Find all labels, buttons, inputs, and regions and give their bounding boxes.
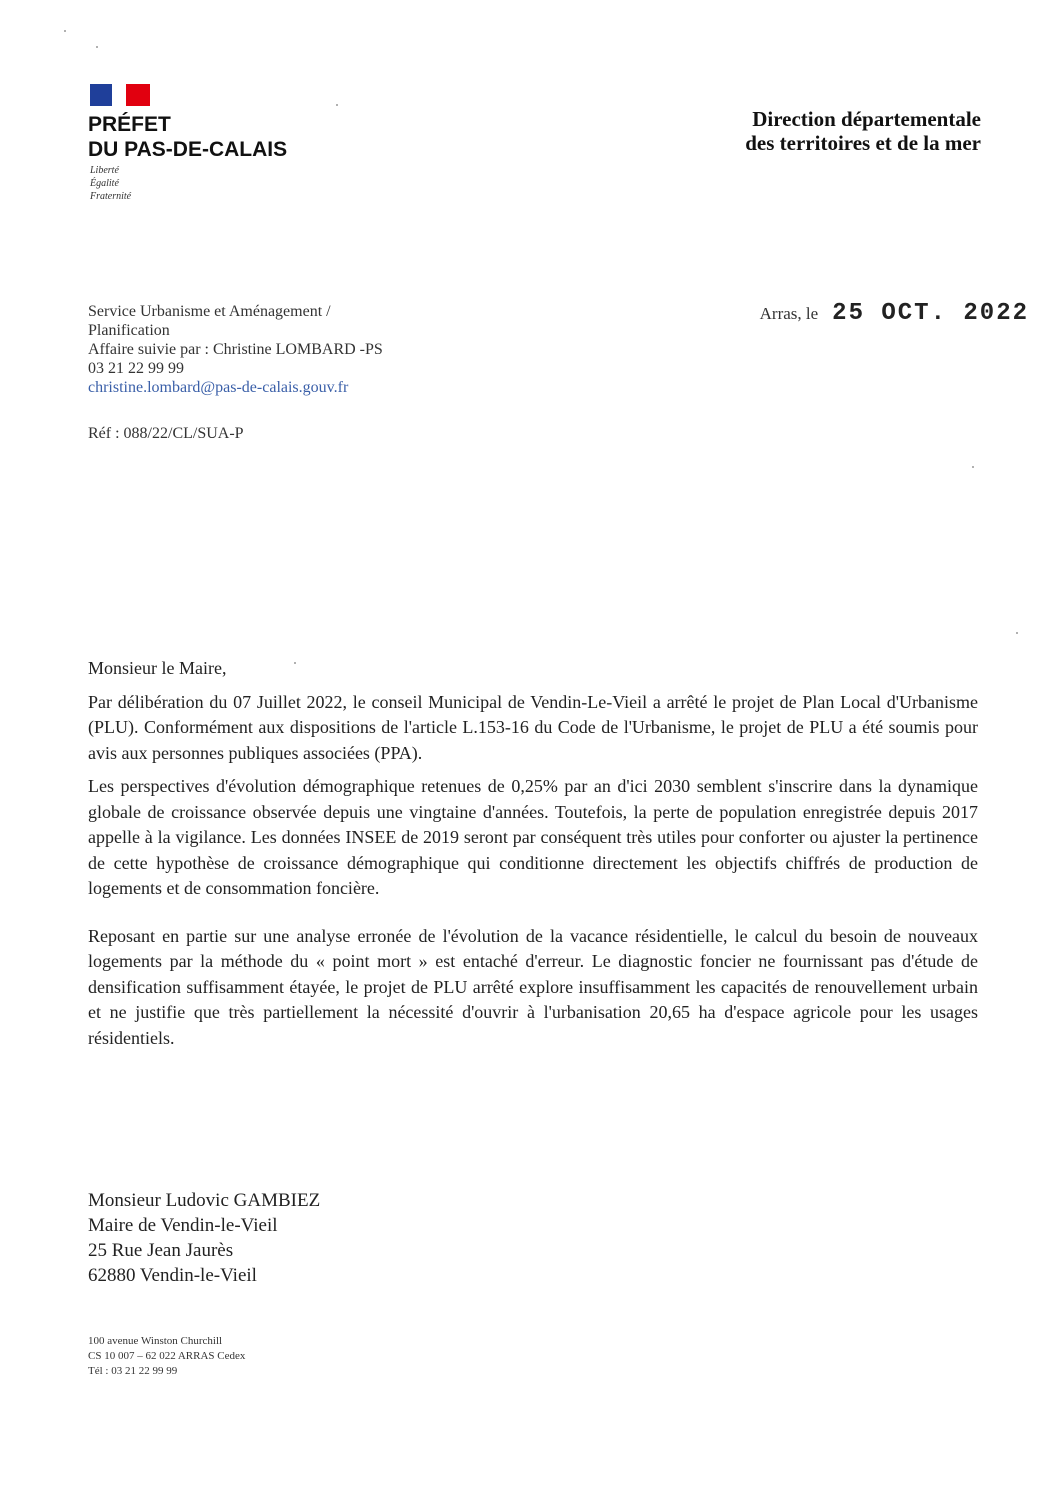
footer-address	[88, 1334, 245, 1379]
direction-header	[745, 107, 981, 155]
service-line3: Affaire suivie par : Christine LOMBARD -PS	[88, 341, 383, 358]
service-line2: Planification	[88, 322, 170, 339]
addressee-city: 62880 Vendin-le-Vieil	[88, 1265, 257, 1286]
addressee-name: Monsieur Ludovic GAMBIEZ	[88, 1190, 321, 1211]
paragraph-3: Reposant en partie sur une analyse erronée de l'évolution de la vacance résidentielle, le calcul du besoin de nouveaux logements par la méthode du « point mort » est entaché d'erreur. Le diagnostic foncier ne fournissant pas d'étude de densification suffisamment étayée, le projet de PLU arrêté explore insuffisamment les capacités de renouvellement urbain et ne justifie que très partiellement la nécessité d'ouvrir à l'urbanisation 20,65 ha d'espace agricole pour les usages résidentiels.	[88, 925, 978, 1048]
addressee-title: Maire de Vendin-le-Vieil	[88, 1215, 278, 1236]
prefet-line1: PRÉFET	[88, 113, 171, 136]
motto-egalite: Égalité	[90, 178, 119, 189]
republic-motto	[90, 164, 131, 203]
flag-red-band	[126, 84, 150, 106]
footer-line3: Tél : 03 21 22 99 99	[88, 1365, 178, 1377]
footer-line1: 100 avenue Winston Churchill	[88, 1335, 223, 1347]
date-line	[760, 300, 1029, 327]
letter-body	[88, 656, 978, 1059]
prefet-logo-text	[88, 112, 287, 162]
flag-white-band	[112, 84, 126, 106]
footer-line2: CS 10 007 – 62 022 ARRAS Cedex	[88, 1350, 246, 1362]
scan-speck	[336, 104, 338, 106]
direction-line1: Direction départementale	[752, 107, 981, 131]
scan-speck	[96, 46, 98, 48]
addressee-street: 25 Rue Jean Jaurès	[88, 1240, 234, 1261]
service-line1: Service Urbanisme et Aménagement /	[88, 303, 331, 320]
prefet-line2: DU PAS-DE-CALAIS	[88, 138, 288, 161]
flag-blue-band	[90, 84, 112, 106]
service-phone: 03 21 22 99 99	[88, 360, 184, 377]
date-stamp: 25 OCT. 2022	[832, 300, 1029, 327]
direction-line2: des territoires et de la mer	[745, 131, 981, 155]
date-prefix: Arras, le	[759, 304, 819, 323]
scan-speck	[64, 30, 66, 32]
scan-speck	[1016, 632, 1018, 634]
french-flag-logo	[90, 84, 150, 106]
salutation: Monsieur le Maire,	[88, 658, 227, 678]
paragraph-1: Par délibération du 07 Juillet 2022, le conseil Municipal de Vendin-Le-Vieil a arrêté le projet de Plan Local d'Urbanisme (PLU). Conformément aux dispositions de l'article L.153-16 du Code de l'Urbanisme, le projet de PLU a été soumis pour avis aux personnes publiques associées (PPA).	[88, 691, 978, 763]
motto-liberte: Liberté	[90, 165, 119, 176]
scan-speck	[972, 466, 974, 468]
service-block	[88, 302, 383, 397]
motto-fraternite: Fraternité	[90, 191, 132, 202]
reference: Réf : 088/22/CL/SUA-P	[88, 425, 244, 442]
service-email[interactable]: christine.lombard@pas-de-calais.gouv.fr	[88, 379, 349, 396]
scan-speck	[294, 662, 296, 664]
addressee-block	[88, 1188, 320, 1288]
paragraph-2: Les perspectives d'évolution démographique retenues de 0,25% par an d'ici 2030 semblent s'inscrire dans la dynamique globale de croissance observée depuis une vingtaine d'années. Toutefois, la perte de population enregistrée depuis 2017 appelle à la vigilance. Les données INSEE de 2019 seront par conséquent très utiles pour conforter ou ajuster la pertinence de cette hypothèse de croissance démographique qui conditionne directement les objectifs chiffrés de production de logements et de consommation foncière.	[88, 776, 978, 898]
